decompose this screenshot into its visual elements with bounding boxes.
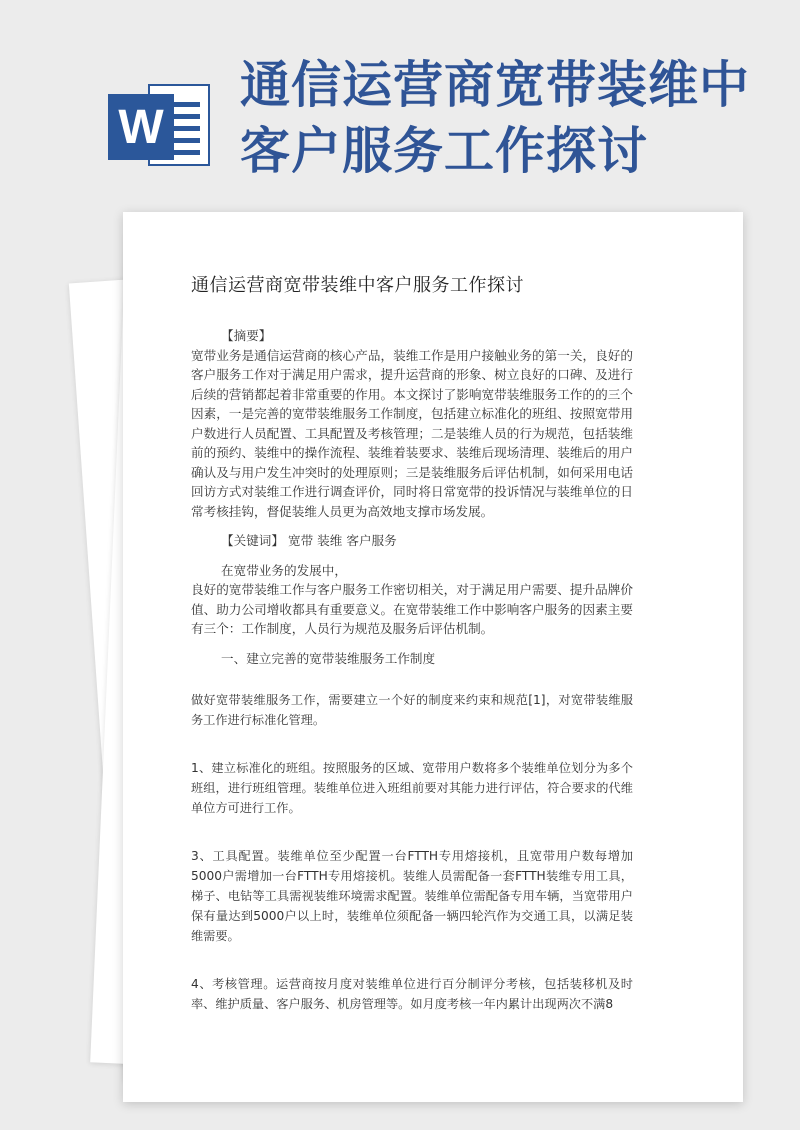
document-body	[191, 272, 633, 1014]
body-paragraph: 1、建立标准化的班组。按照服务的区域、宽带用户数将多个装维单位划分为多个班组，进行班组管理。装维单位进入班组前要对其能力进行评估，符合要求的代维单位方可进行工作。	[191, 761, 633, 815]
page-title	[240, 52, 760, 184]
intro-first-line: 在宽带业务的发展中，	[221, 562, 347, 578]
body-paragraph: 3、工具配置。装维单位至少配置一台FTTH专用熔接机，且宽带用户数每增加5000户需增加一台FTTH专用熔接机。装维人员需配备一套FTTH装维专用工具，梯子、电钻等工具需视装维环境需求配置。装维单位需配备专用车辆，当宽带用户保有量达到5000户以上时，装维单位须配备一辆四轮汽作为交通工具，以满足装维需要。	[191, 849, 633, 943]
document-preview-page	[123, 212, 743, 1102]
section-heading: 一、建立完善的宽带装维服务工作制度	[221, 650, 436, 666]
page-title-line2: 客户服务工作探讨	[240, 122, 648, 180]
word-logo-badge: W	[108, 94, 174, 160]
body-paragraph: 4、考核管理。运营商按月度对装维单位进行百分制评分考核，包括装移机及时率、维护质量、客户服务、机房管理等。如月度考核一年内累计出现两次不满8	[191, 977, 633, 1011]
page-title-line1: 通信运营商宽带装维中	[240, 56, 750, 114]
abstract-paragraph: 宽带业务是通信运营商的核心产品，装维工作是用户接触业务的第一关，良好的客户服务工作对于满足用户需求，提升运营商的形象、树立良好的口碑、及进行后续的营销都起着非常重要的作用。本文探讨了影响宽带装维服务工作的的三个因素，一是完善的宽带装维服务工作制度，包括建立标准化的班组、按照宽带用户数进行人员配置、工具配置及考核管理；二是装维人员的行为规范，包括装维前的预约、装维中的操作流程、装维着装要求、装维后现场清理、装维后的用户确认及与用户发生冲突时的处理原则；三是装维服务后评估机制，如何采用电话回访方式对装维工作进行调查评价，同时将日常宽带的投诉情况与装维单位的日常考核挂钩，督促装维人员更为高效地支撑市场发展。	[191, 347, 633, 519]
document-title: 通信运营商宽带装维中客户服务工作探讨	[191, 275, 524, 296]
intro-paragraph: 良好的宽带装维工作与客户服务工作密切相关，对于满足用户需要、提升品牌价值、助力公司增收都具有重要意义。在宽带装维工作中影响客户服务的因素主要有三个：工作制度，人员行为规范及服务后评估机制。	[191, 582, 633, 636]
body-paragraph: 做好宽带装维服务工作，需要建立一个好的制度来约束和规范[1]，对宽带装维服务工作进行标准化管理。	[191, 693, 633, 727]
word-document-icon	[108, 72, 213, 177]
keywords-line: 【关键词】 宽带 装维 客户服务	[221, 533, 397, 548]
abstract-label: 【摘要】	[221, 328, 272, 343]
